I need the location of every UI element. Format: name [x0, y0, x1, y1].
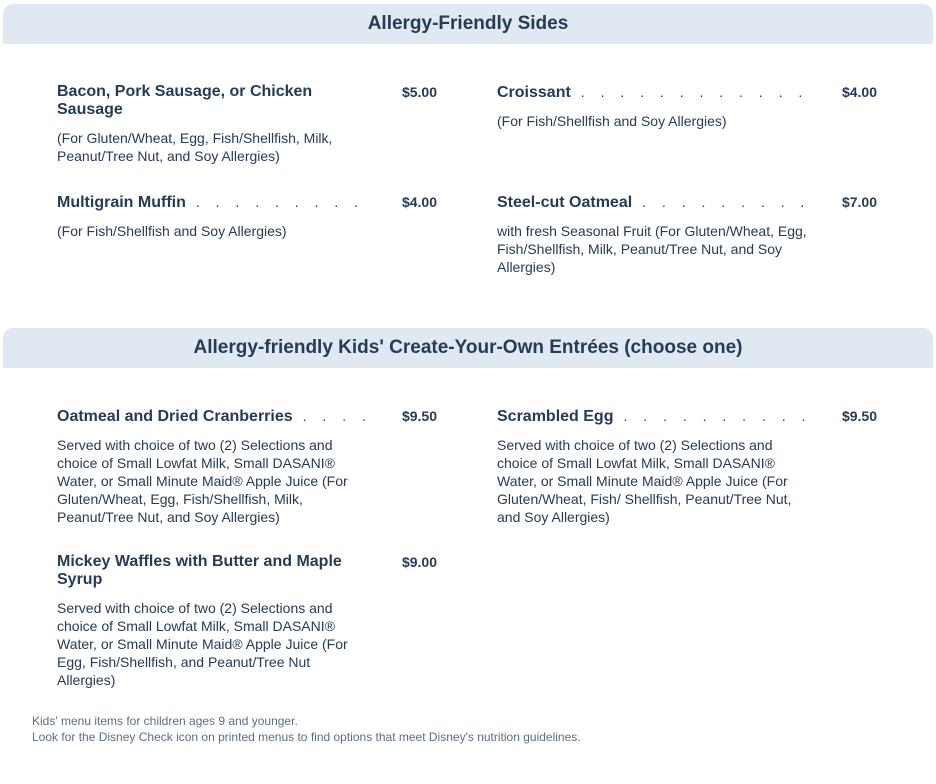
menu-item-bacon-sausage — [57, 83, 437, 165]
menu-item-mickey-waffles — [57, 553, 437, 689]
section-header-allergy-friendly-sides — [3, 4, 933, 44]
item-description: (For Fish/Shellfish and Soy Allergies) — [57, 223, 287, 239]
leader-dots — [303, 407, 369, 425]
item-description: Served with choice of two (2) Selections and choice of Small Lowfat Milk, Small DASANI® Water, or Small Minute Maid® Apple Juice (For Gluten/Wheat, Fish/ Shellfish, Peanut/Tree Nut, and Soy Allergies) — [497, 437, 792, 525]
section-header-kids-entrees — [3, 328, 933, 368]
footnote-disney-check: Look for the Disney Check icon on printed menus to find options that meet Disney's nutrition guidelines. — [32, 730, 581, 744]
item-name: Multigrain Muffin — [57, 194, 186, 211]
item-name: Bacon, Pork Sausage, or Chicken Sausage — [57, 83, 313, 118]
item-description: Served with choice of two (2) Selections and choice of Small Lowfat Milk, Small DASANI® Water, or Small Minute Maid® Apple Juice (For Egg, Fish/Shellfish, and Peanut/Tree Nut Allergies) — [57, 600, 348, 688]
item-description: Served with choice of two (2) Selections and choice of Small Lowfat Milk, Small DASANI® Water, or Small Minute Maid® Apple Juice (For Gluten/Wheat, Egg, Fish/Shellfish, Milk, Peanut/Tree Nut, and Soy Allergies) — [57, 437, 348, 525]
menu-item-scrambled-egg — [497, 407, 877, 526]
item-price: $9.00 — [401, 554, 437, 570]
item-name: Croissant — [497, 84, 571, 101]
item-price: $9.50 — [401, 408, 437, 424]
menu-item-multigrain-muffin — [57, 193, 437, 240]
section-title: Allergy-Friendly Sides — [367, 13, 569, 34]
item-name: Oatmeal and Dried Cranberries — [57, 408, 293, 425]
item-price: $5.00 — [401, 84, 437, 100]
menu-item-oatmeal-cranberries — [57, 407, 437, 526]
item-price: $4.00 — [841, 84, 877, 100]
menu-item-steel-cut-oatmeal — [497, 193, 877, 276]
item-description: with fresh Seasonal Fruit (For Gluten/Wheat, Egg, Fish/Shellfish, Milk, Peanut/Tree Nut, and Soy Allergies) — [497, 223, 807, 275]
item-price: $9.50 — [841, 408, 877, 424]
leader-dots — [581, 83, 809, 101]
item-name: Steel-cut Oatmeal — [497, 194, 633, 211]
item-price: $4.00 — [401, 194, 437, 210]
item-name: Scrambled Egg — [497, 408, 614, 425]
item-description: (For Fish/Shellfish and Soy Allergies) — [497, 113, 727, 129]
footnote-kids-age: Kids' menu items for children ages 9 and younger. — [32, 714, 298, 728]
leader-dots — [623, 407, 809, 425]
menu-item-croissant — [497, 83, 877, 130]
item-description: (For Gluten/Wheat, Egg, Fish/Shellfish, Milk, Peanut/Tree Nut, and Soy Allergies) — [57, 130, 333, 164]
leader-dots — [196, 193, 369, 211]
item-name: Mickey Waffles with Butter and Maple Syrup — [57, 553, 342, 588]
item-price: $7.00 — [841, 194, 877, 210]
leader-dots — [642, 193, 809, 211]
section-title: Allergy-friendly Kids' Create-Your-Own Entrées (choose one) — [193, 337, 743, 358]
